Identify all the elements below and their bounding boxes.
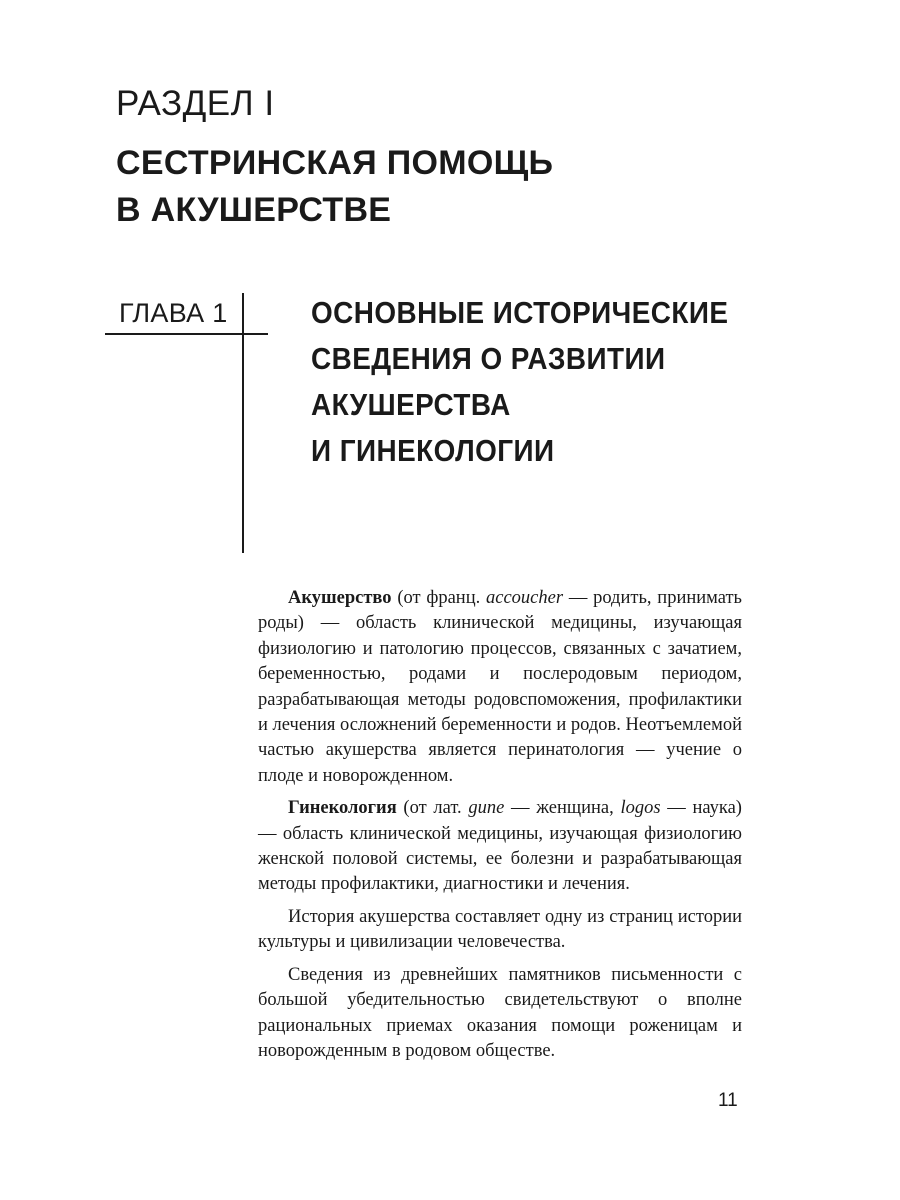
section-title bbox=[116, 140, 553, 234]
paragraph-history: История акушерства составляет одну из страниц истории культуры и цивилизации человечества. bbox=[258, 906, 742, 953]
chapter-title-line: И ГИНЕКОЛОГИИ bbox=[311, 433, 555, 468]
section-label: РАЗДЕЛ I bbox=[116, 84, 275, 123]
foreign-word: gune bbox=[468, 798, 505, 819]
text-span: (от лат. bbox=[396, 798, 469, 819]
chapter-rule-vertical bbox=[242, 293, 244, 553]
foreign-word: accoucher bbox=[486, 588, 564, 608]
chapter-title-line: ОСНОВНЫЕ ИСТОРИЧЕСКИЕ bbox=[311, 295, 729, 330]
section-title-line: СЕСТРИНСКАЯ ПОМОЩЬ bbox=[116, 144, 554, 182]
paragraph-ancient-sources: Сведения из древнейших памятников письменности с большой убедительностью свидетельствуют о вполне рациональных приемах оказания помощи роженицам и новорожденным в родовом обществе. bbox=[258, 964, 742, 1061]
chapter-title bbox=[311, 290, 728, 474]
body-text bbox=[258, 586, 742, 1071]
text-span: — родить, принимать роды) — область клинической медицины, изучающая физиологию и патологию процессов, связанных с зачатием, беременностью, родами и послеродовым периодом, разрабатывающая методы родовспоможения, профилактики и лечения осложнений беременности и родов. Неотъемлемой частью акушерства является перинатология — учение о плоде и новорожденном. bbox=[258, 588, 742, 786]
chapter-rule-horizontal bbox=[105, 333, 268, 335]
text-span: — женщина, bbox=[504, 798, 621, 819]
text-span: — наука) — область клинической медицины, изучающая физиологию женской половой системы, ее болезни и разрабатывающая методы профилактики, диагностики и лечения. bbox=[258, 798, 742, 895]
paragraph-gynecology bbox=[258, 796, 742, 898]
text-span: (от франц. bbox=[391, 588, 486, 608]
section-title-line: В АКУШЕРСТВЕ bbox=[116, 191, 392, 229]
chapter-title-line: СВЕДЕНИЯ О РАЗВИТИИ bbox=[311, 341, 666, 376]
chapter-label: ГЛАВА 1 bbox=[119, 298, 228, 328]
term-gynecology: Гинекология bbox=[288, 798, 397, 819]
chapter-title-line: АКУШЕРСТВА bbox=[311, 387, 511, 422]
paragraph-obstetrics bbox=[258, 586, 742, 789]
page-number: 11 bbox=[718, 1090, 738, 1111]
term-obstetrics: Акушерство bbox=[288, 588, 392, 608]
foreign-word: logos bbox=[620, 798, 661, 819]
